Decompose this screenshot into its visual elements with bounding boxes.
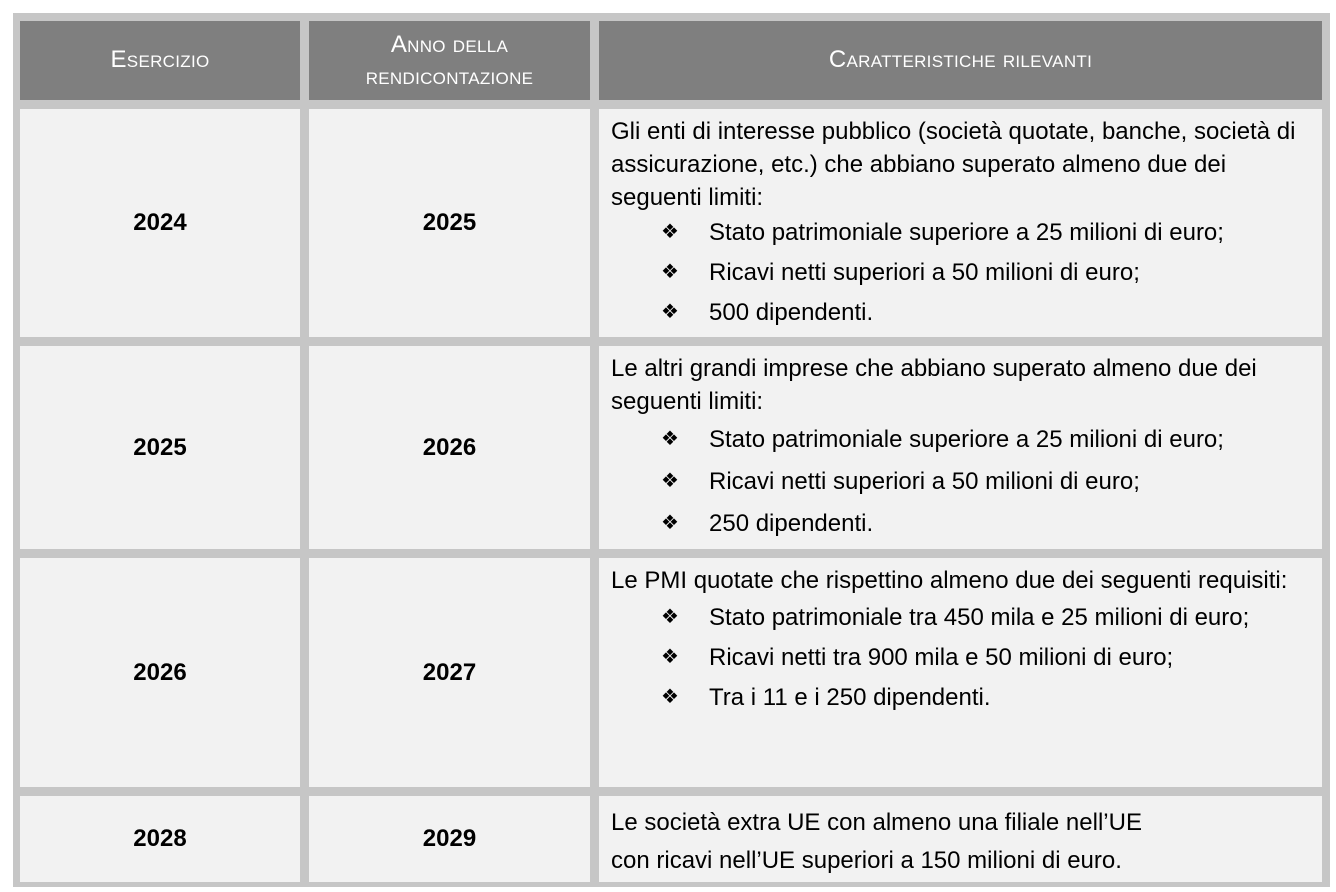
row-3-bullet-3-text: Tra i 11 e i 250 dipendenti.	[709, 684, 991, 711]
row-2-bullet-3	[661, 507, 1310, 540]
row-3-anno-value: 2027	[422, 658, 477, 686]
row-2-bullet-1-text: Stato patrimoniale superiore a 25 milioni di euro;	[709, 426, 1224, 453]
row-3-esercizio	[20, 558, 300, 787]
row-1-bullet-2	[661, 256, 1310, 289]
row-2-caratteristiche	[599, 346, 1322, 549]
row-3-intro: Le PMI quotate che rispettino almeno due dei seguenti requisiti:	[611, 567, 1288, 594]
row-2-bullet-3-text: 250 dipendenti.	[709, 510, 874, 537]
header-caratteristiche-label: Caratteristiche rilevanti	[828, 46, 1093, 74]
row-3-bullet-1-text: Stato patrimoniale tra 450 mila e 25 milioni di euro;	[709, 604, 1250, 631]
row-4-intro-line2: con ricavi nell’UE superiori a 150 milioni di euro.	[611, 847, 1122, 874]
row-3-esercizio-value: 2026	[133, 658, 187, 686]
row-4-intro-line1: Le società extra UE con almeno una filiale nell’UE	[611, 809, 1142, 836]
row-3-bullet-2	[661, 641, 1270, 674]
row-2-bullet-2-text: Ricavi netti superiori a 50 milioni di euro;	[709, 468, 1140, 495]
row-1-anno	[309, 109, 590, 337]
four-diamond-icon: ❖	[661, 512, 679, 534]
row-1-intro: Gli enti di interesse pubblico (società quotate, banche, società di assicurazione, etc.) che abbiano superato almeno due dei seguenti limiti:	[611, 118, 1296, 211]
row-3-bullet-2-text: Ricavi netti tra 900 mila e 50 milioni di euro;	[709, 644, 1174, 671]
row-2-bullet-list	[611, 423, 1310, 540]
row-2-intro: Le altri grandi imprese che abbiano superato almeno due dei seguenti limiti:	[611, 355, 1257, 415]
row-2-anno-value: 2026	[422, 433, 477, 461]
row-1-anno-value: 2025	[422, 209, 477, 236]
four-diamond-icon: ❖	[661, 301, 679, 323]
row-2-esercizio	[20, 346, 300, 549]
header-esercizio	[20, 21, 300, 100]
row-1-bullet-3-text: 500 dipendenti.	[709, 299, 874, 326]
row-3-bullet-3	[661, 681, 1270, 714]
row-1-caratteristiche	[599, 109, 1322, 337]
row-2-esercizio-value: 2025	[133, 433, 187, 461]
header-anno-line1: Anno della	[390, 30, 509, 58]
row-1-bullet-2-text: Ricavi netti superiori a 50 milioni di euro;	[709, 259, 1140, 286]
row-1-bullet-1	[661, 216, 1310, 249]
four-diamond-icon: ❖	[661, 261, 679, 283]
four-diamond-icon: ❖	[661, 606, 679, 628]
row-1-bullet-list	[611, 216, 1310, 329]
four-diamond-icon: ❖	[661, 686, 679, 708]
header-caratteristiche	[599, 21, 1322, 100]
row-2-bullet-1	[661, 423, 1310, 456]
four-diamond-icon: ❖	[661, 646, 679, 668]
row-4-caratteristiche	[599, 796, 1322, 882]
header-anno-rendicontazione	[309, 21, 590, 100]
row-4-anno	[309, 796, 590, 882]
header-anno-line2: rendicontazione	[365, 62, 534, 90]
four-diamond-icon: ❖	[661, 428, 679, 450]
four-diamond-icon: ❖	[661, 221, 679, 243]
row-3-caratteristiche	[599, 558, 1322, 787]
row-4-esercizio-value: 2028	[133, 825, 187, 852]
row-4-esercizio	[20, 796, 300, 882]
four-diamond-icon: ❖	[661, 470, 679, 492]
row-2-bullet-2	[661, 465, 1310, 498]
row-1-esercizio	[20, 109, 300, 337]
row-1-esercizio-value: 2024	[133, 209, 187, 236]
row-3-bullet-1	[661, 601, 1270, 634]
row-2-anno	[309, 346, 590, 549]
requirements-table	[13, 13, 1330, 887]
row-1-bullet-3	[661, 296, 1310, 329]
header-esercizio-label: Esercizio	[110, 46, 210, 74]
row-4-anno-value: 2029	[422, 825, 477, 852]
row-3-bullet-list	[611, 601, 1310, 714]
row-1-bullet-1-text: Stato patrimoniale superiore a 25 milioni di euro;	[709, 219, 1224, 246]
row-3-anno	[309, 558, 590, 787]
